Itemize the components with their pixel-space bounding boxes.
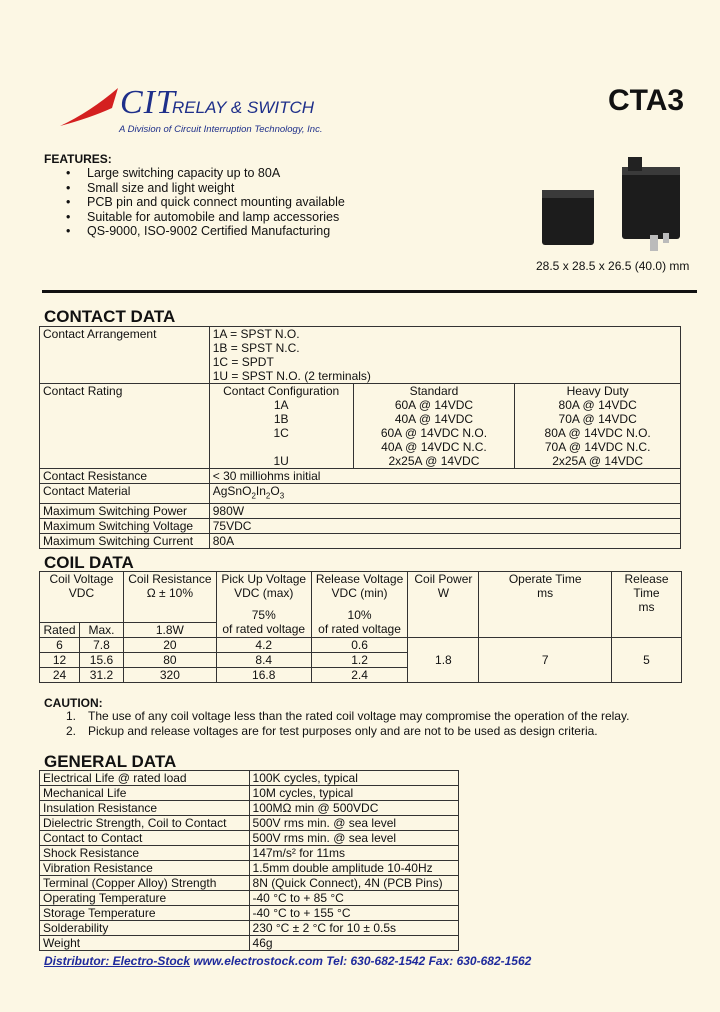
general-value: -40 °C to + 155 °C bbox=[249, 906, 458, 921]
general-label: Solderability bbox=[40, 921, 250, 936]
operate-time-value: 7 bbox=[479, 638, 612, 683]
caution-item bbox=[66, 724, 629, 739]
general-value: 500V rms min. @ sea level bbox=[249, 816, 458, 831]
header-unit: VDC (min) bbox=[331, 586, 388, 600]
rating-cell: 2x25A @ 14VDC bbox=[552, 454, 644, 468]
general-value: 46g bbox=[249, 936, 458, 951]
coil-cell: 15.6 bbox=[79, 653, 123, 668]
feature-item: • Large switching capacity up to 80A bbox=[66, 166, 345, 181]
max-power-value: 980W bbox=[209, 504, 680, 519]
general-label: Weight bbox=[40, 936, 250, 951]
coil-cell: 2.4 bbox=[311, 668, 408, 683]
arrangement-item: 1A = SPST N.O. bbox=[212, 327, 300, 341]
rating-cell: 60A @ 14VDC N.O. bbox=[380, 426, 488, 440]
header-text: Release Time bbox=[624, 572, 669, 600]
general-value: 1.5mm double amplitude 10-40Hz bbox=[249, 861, 458, 876]
general-label: Dielectric Strength, Coil to Contact bbox=[40, 816, 250, 831]
distributor-footer bbox=[44, 954, 531, 968]
feature-item: • Suitable for automobile and lamp accessories bbox=[66, 210, 345, 225]
header-text: Pick Up Voltage bbox=[221, 572, 307, 586]
general-data-table bbox=[39, 770, 459, 951]
general-label: Operating Temperature bbox=[40, 891, 250, 906]
rating-cell: 1U bbox=[273, 454, 289, 468]
caution-text: Pickup and release voltages are for test purposes only and are not to be used as design criteria. bbox=[88, 723, 598, 738]
header-unit: W bbox=[437, 586, 450, 600]
coil-cell: 24 bbox=[40, 668, 80, 683]
header-text: Coil Voltage bbox=[49, 572, 114, 586]
rating-cell: 70A @ 14VDC bbox=[558, 412, 637, 426]
general-label: Shock Resistance bbox=[40, 846, 250, 861]
general-value: 100K cycles, typical bbox=[249, 771, 458, 786]
coil-cell: 80 bbox=[123, 653, 216, 668]
max-power-label: Maximum Switching Power bbox=[40, 504, 210, 519]
caution-number: 1. bbox=[66, 709, 77, 723]
table-row bbox=[40, 816, 459, 831]
contact-rating-label: Contact Rating bbox=[40, 384, 210, 469]
header-text: Coil Resistance bbox=[128, 572, 212, 586]
part-number: CTA3 bbox=[608, 84, 685, 117]
coil-cell: 0.6 bbox=[311, 638, 408, 653]
table-row bbox=[40, 831, 459, 846]
logo-cit: CIT bbox=[120, 84, 176, 121]
operate-time-header bbox=[479, 572, 612, 638]
rating-cell: 80A @ 14VDC N.O. bbox=[544, 426, 651, 440]
arrangement-item: 1C = SPDT bbox=[212, 355, 274, 369]
rating-header: Contact Configuration bbox=[223, 384, 340, 398]
rating-cell: 2x25A @ 14VDC bbox=[388, 454, 480, 468]
header-unit: VDC bbox=[68, 586, 95, 600]
coil-voltage-header bbox=[40, 572, 124, 623]
coil-cell: 16.8 bbox=[216, 668, 311, 683]
caution-list bbox=[66, 709, 629, 738]
general-label: Mechanical Life bbox=[40, 786, 250, 801]
rating-cell: 80A @ 14VDC bbox=[558, 398, 637, 412]
distributor-link[interactable]: Distributor: Electro-Stock bbox=[44, 954, 191, 968]
header-note: 10% bbox=[347, 608, 372, 622]
rating-cell bbox=[213, 440, 350, 454]
rating-config-col bbox=[209, 384, 353, 469]
coil-data-table bbox=[39, 571, 682, 683]
table-row bbox=[40, 861, 459, 876]
general-label: Insulation Resistance bbox=[40, 801, 250, 816]
coil-data-title: COIL DATA bbox=[44, 553, 134, 572]
general-data-title: GENERAL DATA bbox=[44, 752, 177, 771]
contact-material-label: Contact Material bbox=[40, 484, 210, 504]
general-value: 147m/s² for 11ms bbox=[249, 846, 458, 861]
coil-cell: 8.4 bbox=[216, 653, 311, 668]
max-voltage-value: 75VDC bbox=[209, 519, 680, 534]
table-row bbox=[40, 876, 459, 891]
coil-cell: 7.8 bbox=[79, 638, 123, 653]
feature-item: • QS-9000, ISO-9002 Certified Manufacturing bbox=[66, 224, 345, 239]
coil-resistance-header bbox=[123, 572, 216, 623]
rating-cell: 1C bbox=[273, 426, 289, 440]
arrangement-item: 1B = SPST N.C. bbox=[212, 341, 300, 355]
table-row bbox=[40, 801, 459, 816]
table-row bbox=[40, 638, 682, 653]
feature-item: • Small size and light weight bbox=[66, 181, 345, 196]
coil-cell: 12 bbox=[40, 653, 80, 668]
general-label: Electrical Life @ rated load bbox=[40, 771, 250, 786]
contact-arrangement-values bbox=[209, 327, 680, 384]
table-row bbox=[40, 891, 459, 906]
rating-cell: 40A @ 14VDC bbox=[394, 412, 474, 426]
rating-cell: 60A @ 14VDC bbox=[394, 398, 474, 412]
dimensions: 28.5 x 28.5 x 26.5 (40.0) mm bbox=[536, 259, 690, 273]
logo-subtitle: A Division of Circuit Interruption Technology, Inc. bbox=[119, 124, 323, 135]
general-label: Storage Temperature bbox=[40, 906, 250, 921]
feature-item: • PCB pin and quick connect mounting available bbox=[66, 195, 345, 210]
contact-resistance-value: < 30 milliohms initial bbox=[209, 469, 680, 484]
header-unit: ms bbox=[638, 600, 655, 614]
table-row bbox=[40, 469, 681, 484]
table-row bbox=[40, 384, 681, 469]
relay-product-icon bbox=[530, 155, 690, 255]
caution-item bbox=[66, 709, 629, 724]
general-value: -40 °C to + 85 °C bbox=[249, 891, 458, 906]
contact-data-table bbox=[39, 326, 681, 549]
table-row bbox=[40, 906, 459, 921]
header-unit: VDC (max) bbox=[234, 586, 294, 600]
header-note: of rated voltage bbox=[318, 622, 401, 636]
table-row bbox=[40, 771, 459, 786]
max-current-label: Maximum Switching Current bbox=[40, 534, 210, 549]
caution-title: CAUTION: bbox=[44, 696, 103, 710]
header-unit: Ω ± 10% bbox=[146, 586, 193, 600]
header-text: Release Voltage bbox=[315, 572, 404, 586]
table-row bbox=[40, 504, 681, 519]
header-note: 75% bbox=[251, 608, 276, 622]
features-title: FEATURES: bbox=[44, 152, 112, 166]
header-text: Coil Power bbox=[414, 572, 473, 586]
rating-header: Heavy Duty bbox=[566, 384, 629, 398]
power-rating-header: 1.8W bbox=[123, 623, 216, 638]
contact-material-value: $AgSnO_2In_2O_3$ bbox=[209, 484, 680, 504]
coil-power-header bbox=[408, 572, 479, 638]
coil-cell: 320 bbox=[123, 668, 216, 683]
max-current-value: 80A bbox=[209, 534, 680, 549]
distributor-contact: www.electrostock.com Tel: 630-682-1542 Fax: 630-682-1562 bbox=[190, 954, 532, 968]
coil-cell: 6 bbox=[40, 638, 80, 653]
rating-cell: 1B bbox=[273, 412, 289, 426]
table-row bbox=[40, 519, 681, 534]
table-row bbox=[40, 327, 681, 384]
section-divider bbox=[42, 290, 697, 293]
coil-power-value: 1.8 bbox=[408, 638, 479, 683]
contact-arrangement-label: Contact Arrangement bbox=[40, 327, 210, 384]
general-value: 10M cycles, typical bbox=[249, 786, 458, 801]
rating-header: Standard bbox=[409, 384, 459, 398]
pickup-header bbox=[216, 572, 311, 638]
table-row bbox=[40, 846, 459, 861]
header-note: of rated voltage bbox=[222, 622, 306, 636]
release-time-header bbox=[612, 572, 682, 638]
rating-standard-col bbox=[353, 384, 515, 469]
general-value: 100MΩ min @ 500VDC bbox=[249, 801, 458, 816]
general-value: 500V rms min. @ sea level bbox=[249, 831, 458, 846]
coil-cell: 1.2 bbox=[311, 653, 408, 668]
rating-cell: 40A @ 14VDC N.C. bbox=[381, 440, 487, 454]
caution-text: The use of any coil voltage less than the rated coil voltage may compromise the operation of the relay. bbox=[88, 709, 630, 723]
coil-cell: 31.2 bbox=[79, 668, 123, 683]
release-voltage-header bbox=[311, 572, 408, 638]
general-label: Terminal (Copper Alloy) Strength bbox=[40, 876, 250, 891]
coil-cell: 4.2 bbox=[216, 638, 311, 653]
release-time-value: 5 bbox=[612, 638, 682, 683]
contact-resistance-label: Contact Resistance bbox=[40, 469, 210, 484]
general-value: 8N (Quick Connect), 4N (PCB Pins) bbox=[249, 876, 458, 891]
table-row bbox=[40, 786, 459, 801]
caution-number: 2. bbox=[66, 723, 77, 738]
general-label: Vibration Resistance bbox=[40, 861, 250, 876]
rating-cell: 70A @ 14VDC N.C. bbox=[544, 440, 651, 454]
arrangement-item: 1U = SPST N.O. (2 terminals) bbox=[212, 369, 371, 383]
general-label: Contact to Contact bbox=[40, 831, 250, 846]
table-row bbox=[40, 534, 681, 549]
logo-relay-switch: RELAY & SWITCH bbox=[172, 98, 315, 117]
header-unit: ms bbox=[537, 586, 554, 600]
general-value: 230 °C ± 2 °C for 10 ± 0.5s bbox=[249, 921, 458, 936]
header-text: Operate Time bbox=[508, 572, 582, 586]
table-row bbox=[40, 572, 682, 623]
rated-header: Rated bbox=[40, 623, 80, 638]
max-header: Max. bbox=[79, 623, 123, 638]
coil-cell: 20 bbox=[123, 638, 216, 653]
max-voltage-label: Maximum Switching Voltage bbox=[40, 519, 210, 534]
rating-cell: 1A bbox=[273, 398, 289, 412]
table-row bbox=[40, 921, 459, 936]
features-list bbox=[66, 166, 345, 239]
rating-heavy-duty-col bbox=[515, 384, 681, 469]
table-row bbox=[40, 484, 681, 504]
contact-data-title: CONTACT DATA bbox=[44, 307, 176, 326]
table-row bbox=[40, 936, 459, 951]
